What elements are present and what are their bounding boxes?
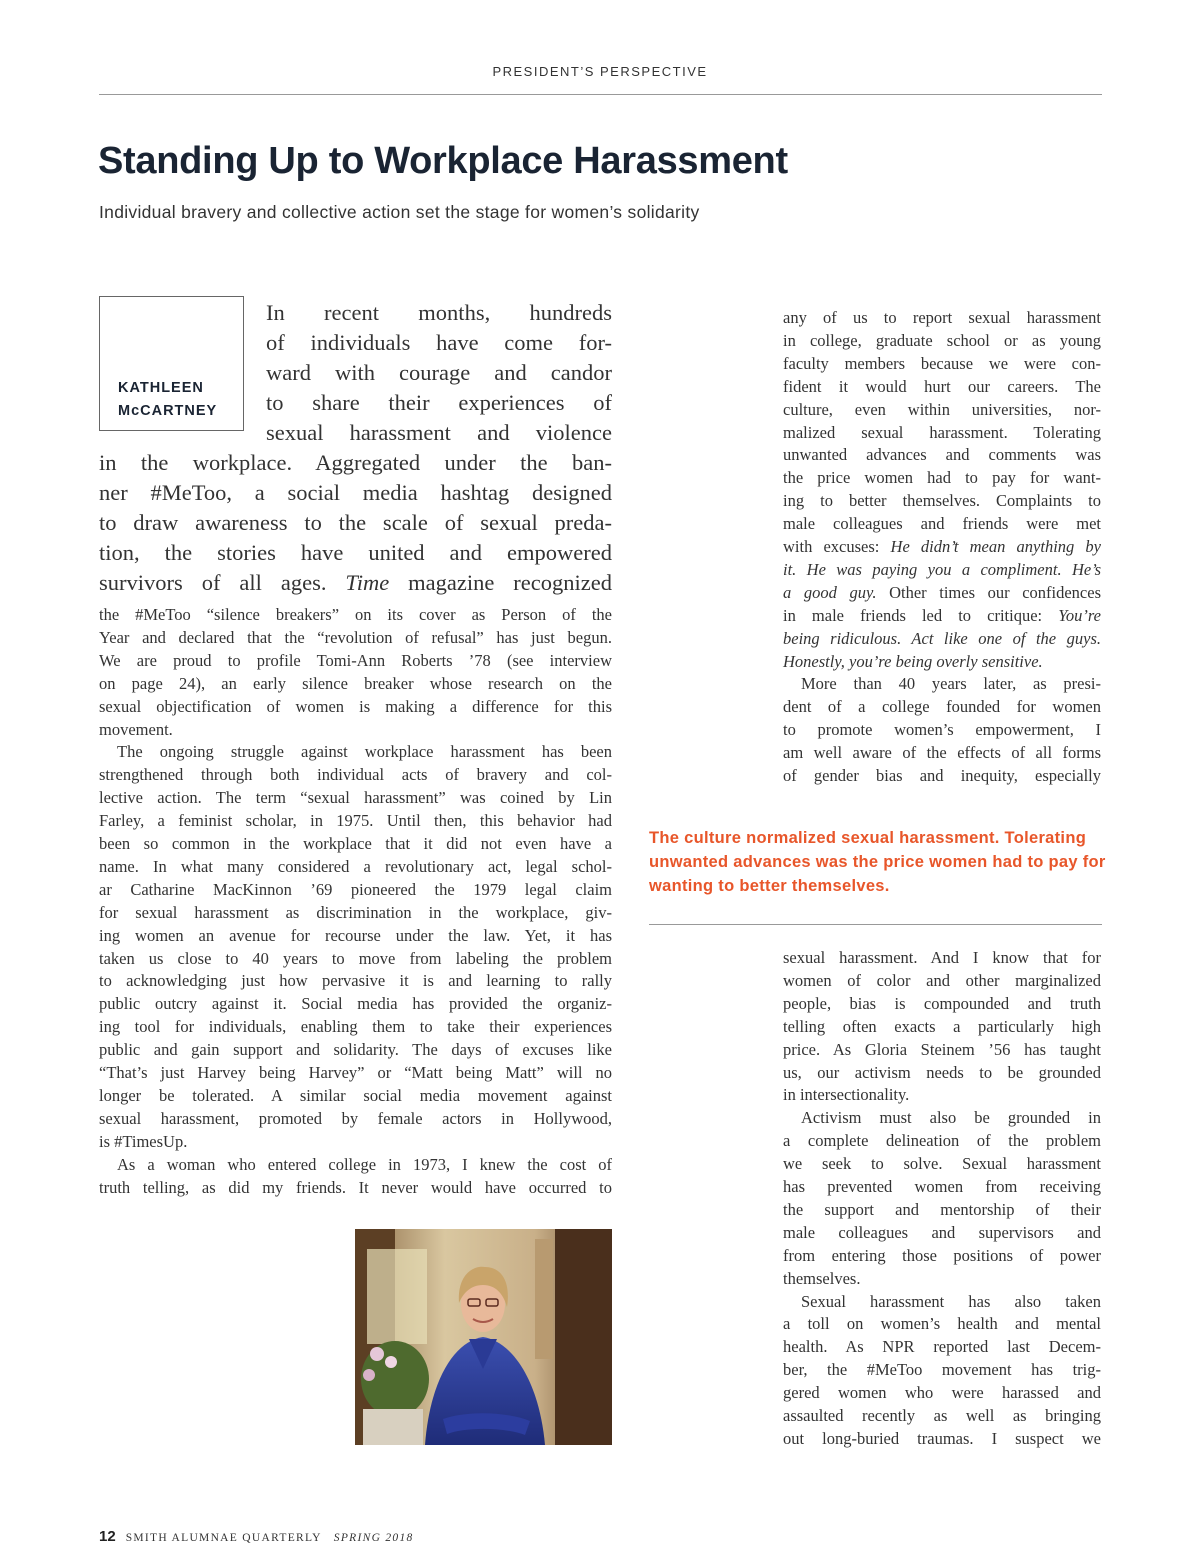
text-line: the #MeToo “silence breakers” on its cover as Person of the <box>99 605 612 624</box>
text-line: longer be tolerated. A similar social media movement against <box>99 1085 612 1105</box>
page-number: 12 <box>99 1528 116 1545</box>
text-line: from entering those positions of power <box>783 1245 1101 1265</box>
text-line: a good guy. Other times our confidences <box>783 582 1101 602</box>
lead-paragraph <box>99 298 612 598</box>
right-column-text-top <box>783 307 1101 797</box>
text-line: lective action. The term “sexual harassment” was coined by Lin <box>99 788 612 808</box>
text-line: truth telling, as did my friends. It never would have occurred to <box>99 1177 612 1197</box>
text-line: sexual harassment, promoted by female actors in Hollywood, <box>99 1108 612 1128</box>
right-column-text-bottom <box>783 947 1101 1457</box>
text-line: gered women who were harassed and <box>783 1383 1101 1403</box>
text-line: Sexual harassment has also taken <box>801 1291 1101 1311</box>
text-line: Honestly, you’re being overly sensitive. <box>783 651 1043 671</box>
text-line: ner #MeToo, a social media hashtag designed <box>99 480 612 505</box>
text-line: strengthened through both individual acts of bravery and col- <box>99 765 612 785</box>
text-line: women of color and other marginalized <box>783 970 1101 990</box>
text-line: As a woman who entered college in 1973, I knew the cost of <box>117 1154 612 1174</box>
text-line: movement. <box>99 719 173 739</box>
text-line: survivors of all ages. Time magazine recognized <box>99 570 612 595</box>
text-line: with excuses: He didn’t mean anything by <box>783 537 1101 556</box>
text-line: In recent months, hundreds <box>266 300 612 325</box>
author-name: KATHLEEN McCARTNEY <box>118 380 218 419</box>
text-line: to acknowledging just how pervasive it is and learning to rally <box>99 971 612 991</box>
text-line: in the workplace. Aggregated under the ban- <box>99 450 612 475</box>
text-line: ing to better themselves. Complaints to <box>783 491 1101 511</box>
text-line: unwanted advances and comments was <box>783 445 1101 465</box>
page-footer <box>99 1528 414 1546</box>
text-line: tion, the stories have united and empowered <box>99 540 612 565</box>
text-line: the price women had to pay for want- <box>783 468 1101 488</box>
text-line: to share their experiences of <box>266 390 612 415</box>
text-line: on page 24), an early silence breaker whose research on the <box>99 673 612 693</box>
text-line: being ridiculous. Act like one of the guys. <box>783 628 1101 648</box>
text-line: us, our activism needs to be grounded <box>783 1062 1101 1082</box>
text-line: any of us to report sexual harassment <box>783 308 1101 327</box>
text-line: sexual harassment and violence <box>266 420 612 445</box>
text-line: is #TimesUp. <box>99 1131 188 1151</box>
text-line: health. As NPR reported last Decem- <box>783 1337 1101 1357</box>
text-line: of gender bias and inequity, especially <box>783 766 1101 785</box>
text-line: telling often exacts a particularly high <box>783 1016 1101 1036</box>
text-line: it. He was paying you a compliment. He’s <box>783 559 1101 579</box>
text-line: a toll on women’s health and mental <box>783 1314 1101 1334</box>
text-line: sexual harassment. And I know that for <box>783 948 1101 967</box>
issue-date: SPRING 2018 <box>333 1532 414 1544</box>
text-line: Farley, a feminist scholar, in 1975. Until then, this behavior had <box>99 811 612 831</box>
text-line: we seek to solve. Sexual harassment <box>783 1154 1101 1174</box>
text-line: in intersectionality. <box>783 1085 910 1105</box>
text-line: of individuals have come for- <box>266 330 612 355</box>
text-line: out long-buried traumas. I suspect we <box>783 1428 1101 1448</box>
text-line: Activism must also be grounded in <box>801 1108 1101 1128</box>
text-line: ber, the #MeToo movement has trig- <box>783 1360 1101 1380</box>
text-line: people, bias is compounded and truth <box>783 993 1101 1013</box>
text-line: in college, graduate school or as young <box>783 330 1101 350</box>
text-line: ar Catharine MacKinnon ’69 pioneered the 1979 legal claim <box>99 879 612 899</box>
text-line: taken us close to 40 years to move from labeling the problem <box>99 948 612 968</box>
text-line: public outcry against it. Social media has provided the organiz- <box>99 994 612 1014</box>
page-title: Standing Up to Workplace Harassment <box>98 140 788 182</box>
left-column-text <box>99 604 612 1204</box>
text-line: to draw awareness to the scale of sexual preda- <box>99 510 612 535</box>
text-line: sexual objectification of women is making a difference for this <box>99 696 612 716</box>
text-line: male colleagues and friends were met <box>783 514 1101 534</box>
text-line: “That’s just Harvey being Harvey” or “Matt being Matt” will no <box>99 1063 612 1082</box>
text-line: culture, even within universities, nor- <box>783 399 1101 419</box>
text-line: ing tool for individuals, enabling them to take their experiences <box>99 1017 612 1037</box>
text-line: themselves. <box>783 1268 861 1288</box>
text-line: The ongoing struggle against workplace harassment has been <box>117 742 612 762</box>
text-line: malized sexual harassment. Tolerating <box>783 422 1101 442</box>
text-line: ward with courage and candor <box>266 360 612 385</box>
text-line: a complete delineation of the problem <box>783 1131 1101 1151</box>
text-line: More than 40 years later, as presi- <box>801 674 1101 694</box>
text-line: to promote women’s empowerment, I <box>783 720 1101 740</box>
pull-quote: The culture normalized sexual harassment. Tolerating unwanted advances was the price women had to pay for wanting to better themselves. <box>649 829 1106 895</box>
section-label: PRESIDENT’S PERSPECTIVE <box>492 64 708 79</box>
text-line: assaulted recently as well as bringing <box>783 1406 1101 1425</box>
text-line: fident it would hurt our careers. The <box>783 376 1101 396</box>
text-line: for sexual harassment as discrimination in the workplace, giv- <box>99 902 612 922</box>
author-portrait-photo <box>355 1229 612 1445</box>
pull-quote-divider <box>649 924 1102 925</box>
magazine-name: SMITH ALUMNAE QUARTERLY <box>125 1532 322 1544</box>
text-line: name. In what many considered a revolutionary act, legal schol- <box>99 856 612 876</box>
text-line: price. As Gloria Steinem ’56 has taught <box>783 1039 1101 1059</box>
header-divider <box>99 94 1102 95</box>
text-line: faculty members because we were con- <box>783 353 1101 373</box>
text-line: ing women an avenue for recourse under the law. Yet, it has <box>99 925 612 945</box>
text-line: public and gain support and solidarity. The days of excuses like <box>99 1040 612 1060</box>
text-line: am well aware of the effects of all forms <box>783 743 1101 763</box>
page-subtitle: Individual bravery and collective action set the stage for women’s solidarity <box>99 202 700 222</box>
text-line: been so common in the workplace that it did not even have a <box>99 834 612 853</box>
text-line: has prevented women from receiving <box>783 1177 1101 1196</box>
text-line: in male friends led to critique: You’re <box>783 605 1101 625</box>
text-line: Year and declared that the “revolution of refusal” has just begun. <box>99 627 612 647</box>
text-line: male colleagues and supervisors and <box>783 1222 1101 1242</box>
text-line: the support and mentorship of their <box>783 1199 1101 1219</box>
text-line: We are proud to profile Tomi-Ann Roberts ’78 (see interview <box>99 650 612 670</box>
text-line: dent of a college founded for women <box>783 697 1101 717</box>
